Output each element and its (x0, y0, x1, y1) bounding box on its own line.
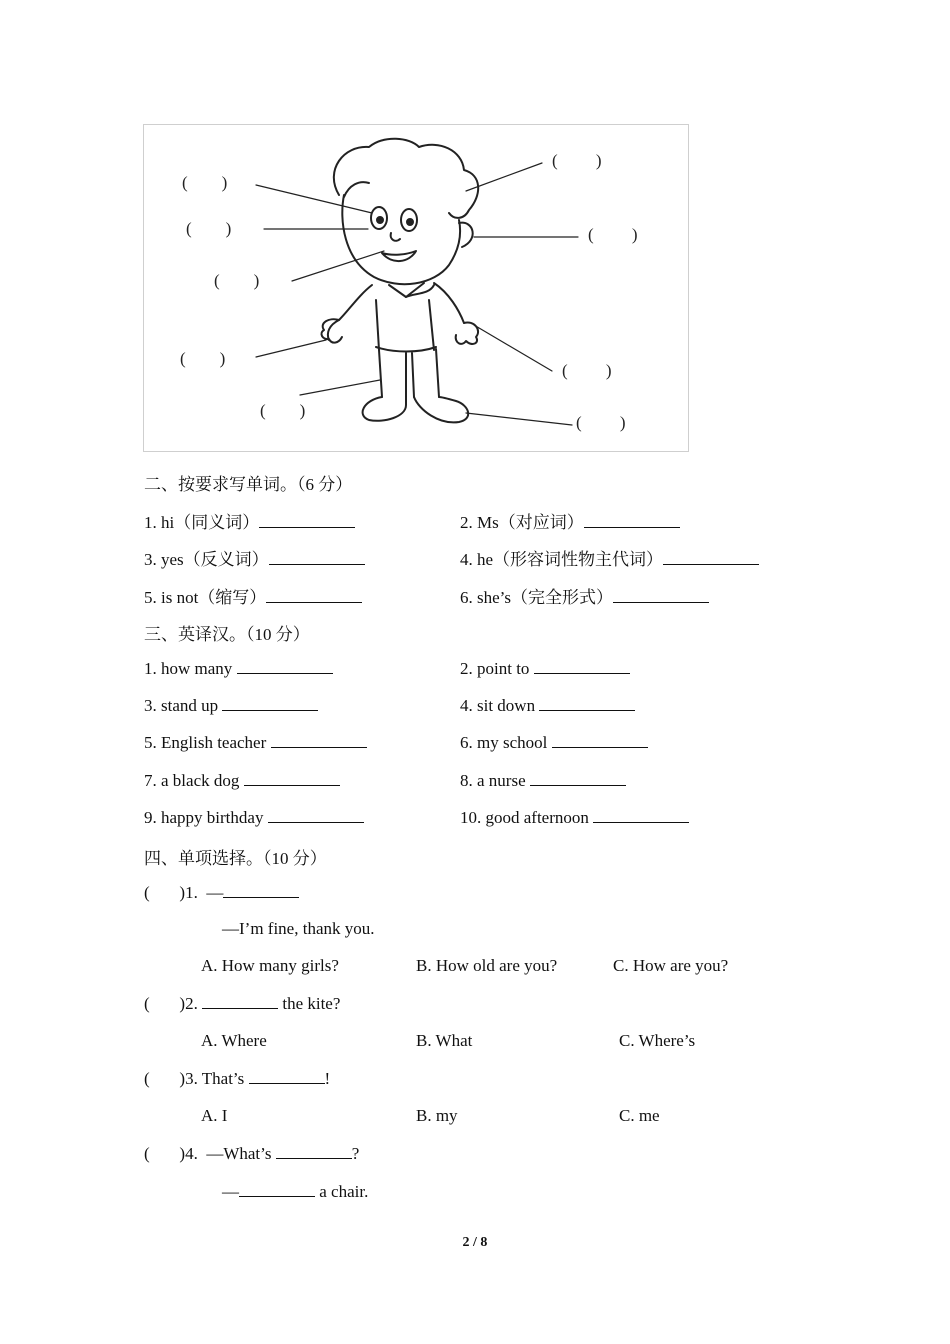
answer-blank[interactable] (584, 512, 680, 528)
s3-item-5: 5. English teacher (144, 732, 367, 753)
s2-item-3: 3. yes（反义词） (144, 545, 365, 570)
s3-item-10: 10. good afternoon (460, 807, 689, 828)
s3-item-4: 4. sit down (460, 695, 635, 716)
q1-option-b[interactable]: B. How old are you? (416, 956, 558, 975)
q2-option-b[interactable]: B. What (416, 1031, 473, 1050)
answer-blank[interactable] (268, 807, 364, 823)
answer-blank[interactable] (593, 807, 689, 823)
answer-paren[interactable]: ( (144, 883, 150, 902)
q1-response: —I’m fine, thank you. (222, 919, 375, 938)
section2-title: 二、按要求写单词。（6 分） (144, 475, 353, 494)
s2-item-5: 5. is not（缩写） (144, 583, 362, 608)
section4-title: 四、单项选择。（10 分） (144, 849, 327, 868)
answer-blank[interactable] (269, 549, 365, 565)
answer-blank[interactable] (259, 512, 355, 528)
answer-blank[interactable] (222, 695, 318, 711)
label-bracket-left-3[interactable]: ( ) (214, 271, 260, 290)
answer-blank[interactable] (239, 1181, 315, 1197)
answer-blank[interactable] (276, 1143, 352, 1159)
answer-paren[interactable]: ( (144, 1069, 150, 1088)
label-bracket-right-1[interactable]: ( ) (552, 151, 602, 170)
answer-blank[interactable] (530, 770, 626, 786)
answer-paren[interactable]: ( (144, 1144, 150, 1163)
question-2: ( )2. the kite? (144, 994, 341, 1013)
q3-option-a[interactable]: A. I (201, 1106, 228, 1125)
s2-item-1: 1. hi（同义词） (144, 508, 355, 533)
q1-option-a[interactable]: A. How many girls? (201, 956, 339, 975)
label-bracket-right-3[interactable]: ( ) (562, 361, 612, 380)
s3-item-9: 9. happy birthday (144, 807, 364, 828)
answer-blank[interactable] (202, 993, 278, 1009)
s2-item-6: 6. she’s（完全形式） (460, 583, 709, 608)
label-bracket-left-2[interactable]: ( ) (186, 219, 232, 238)
s3-item-6: 6. my school (460, 732, 648, 753)
s3-item-2: 2. point to (460, 658, 630, 679)
s3-item-3: 3. stand up (144, 695, 318, 716)
answer-blank[interactable] (266, 587, 362, 603)
q2-option-a[interactable]: A. Where (201, 1031, 267, 1050)
s3-item-1: 1. how many (144, 658, 333, 679)
answer-paren[interactable]: ( (144, 994, 150, 1013)
q3-option-c[interactable]: C. me (619, 1106, 660, 1125)
answer-blank[interactable] (534, 658, 630, 674)
boy-labeling-figure (143, 124, 689, 452)
answer-blank[interactable] (223, 882, 299, 898)
s2-item-4: 4. he（形容词性物主代词） (460, 545, 759, 570)
q3-option-b[interactable]: B. my (416, 1106, 458, 1125)
page-number: 2 / 8 (462, 1235, 488, 1250)
answer-blank[interactable] (244, 770, 340, 786)
section3-title: 三、英译汉。（10 分） (144, 625, 310, 644)
answer-blank[interactable] (249, 1068, 325, 1084)
s3-item-8: 8. a nurse (460, 770, 626, 791)
q4-response: — a chair. (222, 1182, 369, 1201)
s3-item-7: 7. a black dog (144, 770, 340, 791)
q2-option-c[interactable]: C. Where’s (619, 1031, 696, 1050)
question-4: ( )4. —What’s ? (144, 1144, 360, 1163)
answer-blank[interactable] (237, 658, 333, 674)
answer-blank[interactable] (271, 732, 367, 748)
q1-option-c[interactable]: C. How are you? (613, 956, 729, 975)
s2-item-2: 2. Ms（对应词） (460, 508, 680, 533)
answer-blank[interactable] (613, 587, 709, 603)
answer-blank[interactable] (552, 732, 648, 748)
answer-blank[interactable] (663, 549, 759, 565)
label-bracket-left-5[interactable]: ( ) (260, 401, 306, 420)
label-bracket-left-1[interactable]: ( ) (182, 173, 228, 192)
label-bracket-right-2[interactable]: ( ) (588, 225, 638, 244)
label-bracket-right-4[interactable]: ( ) (576, 413, 626, 432)
label-bracket-left-4[interactable]: ( ) (180, 349, 226, 368)
answer-blank[interactable] (539, 695, 635, 711)
question-1: ( )1. — (144, 882, 299, 903)
question-3: ( )3. That’s ! (144, 1069, 331, 1088)
